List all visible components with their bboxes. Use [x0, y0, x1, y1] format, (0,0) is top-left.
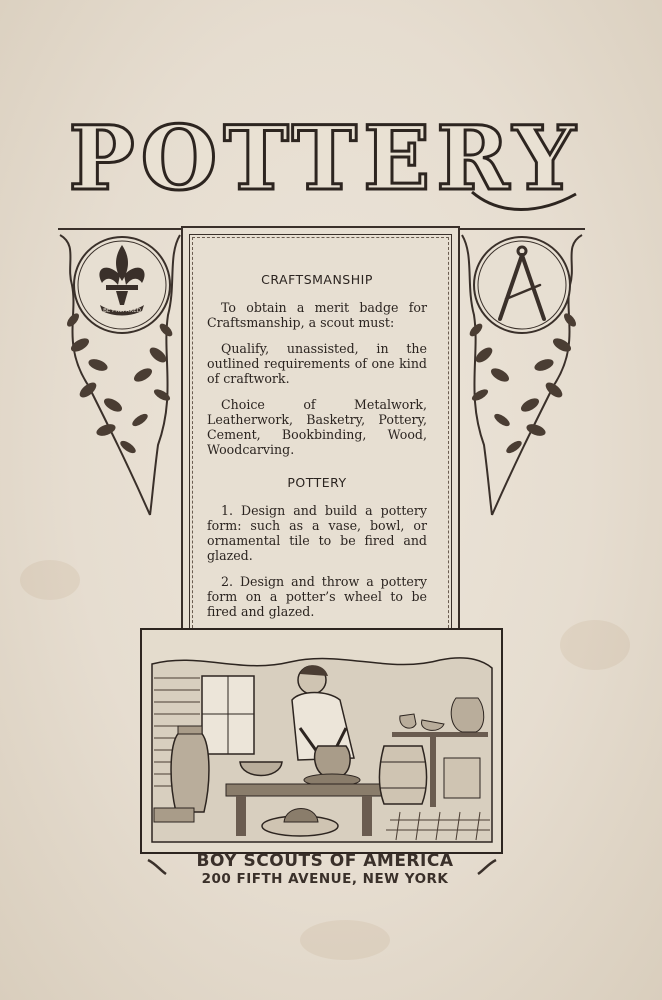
panel-content	[207, 272, 427, 630]
title-swash-ornament	[470, 186, 580, 216]
pottery-item-2: 2. Design and throw a pottery form on a potter’s wheel to be fired and glazed.	[207, 574, 427, 619]
left-foliage-ornament	[58, 225, 183, 525]
publisher-block	[145, 852, 505, 888]
publisher-name: BOY SCOUTS OF AMERICA	[196, 851, 454, 871]
intro-text: To obtain a merit badge for Craftsmanship, a scout must:	[207, 300, 427, 330]
paper-stain	[20, 560, 80, 600]
right-foliage-ornament	[460, 225, 585, 525]
craftsmanship-heading: CRAFTSMANSHIP	[261, 272, 373, 287]
paper-stain	[300, 920, 390, 960]
requirements-panel	[181, 226, 460, 644]
choices-text: Choice of Metalwork, Leatherwork, Basketry, Pottery, Cement, Bookbinding, Wood, Woodcarving.	[207, 397, 427, 457]
badge-motto: BE PREPARED	[103, 308, 141, 314]
publisher-address: 200 FIFTH AVENUE, NEW YORK	[201, 871, 449, 887]
pottery-item-1: 1. Design and build a pottery form: such as a vase, bowl, or ornamental tile to be fired and glazed.	[207, 503, 427, 563]
cover-title: POTTERY	[68, 106, 582, 210]
paper-stain	[560, 620, 630, 670]
potter-at-wheel-illustration	[140, 628, 503, 854]
requirement-text: Qualify, unassisted, in the outlined requirements of one kind of craftwork.	[207, 341, 427, 386]
pottery-heading: POTTERY	[287, 475, 347, 490]
